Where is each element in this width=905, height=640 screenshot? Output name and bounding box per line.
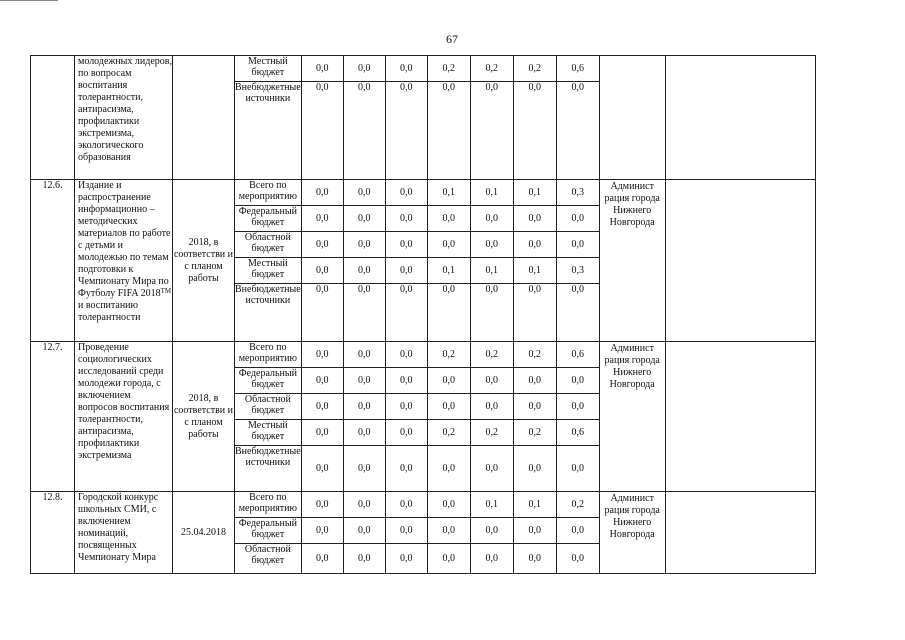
funding-value: 0,2 bbox=[513, 420, 556, 446]
funding-value: 0,0 bbox=[427, 284, 470, 342]
funding-source: Федеральный бюджет bbox=[235, 518, 302, 544]
item-number bbox=[31, 56, 75, 180]
funding-source: Внебюджетные источники bbox=[235, 284, 302, 342]
funding-value: 0,0 bbox=[513, 518, 556, 544]
funding-value: 0,0 bbox=[556, 232, 599, 258]
funding-value: 0,0 bbox=[470, 82, 513, 180]
funding-value: 0,1 bbox=[470, 492, 513, 518]
funding-source: Внебюджетные источники bbox=[235, 82, 302, 180]
item-description: Проведение социологических исследований среди молодежи города, с включением вопросов воспитания толерантности, антирасизма, профилактики экстремизма bbox=[75, 342, 173, 492]
item-deadline: 25.04.2018 bbox=[173, 492, 235, 574]
funding-value: 0,0 bbox=[385, 56, 427, 82]
funding-value: 0,0 bbox=[343, 368, 385, 394]
funding-value: 0,2 bbox=[427, 420, 470, 446]
funding-value: 0,0 bbox=[427, 232, 470, 258]
funding-value: 0,3 bbox=[556, 180, 599, 206]
item-executor: Админист рация города Нижнего Новгорода bbox=[599, 180, 665, 342]
item-description: Городской конкурс школьных СМИ, с включением номинаций, посвященных Чемпионату Мира bbox=[75, 492, 173, 574]
funding-value: 0,0 bbox=[301, 518, 343, 544]
funding-value: 0,0 bbox=[385, 284, 427, 342]
funding-value: 0,0 bbox=[513, 206, 556, 232]
funding-source: Областной бюджет bbox=[235, 394, 302, 420]
funding-value: 0,1 bbox=[427, 180, 470, 206]
funding-value: 0,0 bbox=[470, 394, 513, 420]
item-executor: Админист рация города Нижнего Новгорода bbox=[599, 342, 665, 492]
funding-value: 0,6 bbox=[556, 56, 599, 82]
funding-value: 0,0 bbox=[427, 206, 470, 232]
funding-value: 0,2 bbox=[513, 56, 556, 82]
funding-source: Областной бюджет bbox=[235, 544, 302, 574]
funding-source: Внебюджетные источники bbox=[235, 446, 302, 492]
funding-value: 0,0 bbox=[513, 394, 556, 420]
funding-source: Областной бюджет bbox=[235, 232, 302, 258]
funding-value: 0,0 bbox=[556, 368, 599, 394]
table-row bbox=[31, 180, 816, 206]
funding-value: 0,0 bbox=[385, 342, 427, 368]
funding-value: 0,0 bbox=[556, 446, 599, 492]
funding-value: 0,0 bbox=[385, 446, 427, 492]
funding-value: 0,2 bbox=[427, 56, 470, 82]
funding-value: 0,0 bbox=[343, 446, 385, 492]
funding-value: 0,0 bbox=[556, 394, 599, 420]
empty-column bbox=[665, 56, 815, 180]
funding-value: 0,0 bbox=[427, 368, 470, 394]
item-number: 12.7. bbox=[31, 342, 75, 492]
funding-value: 0,0 bbox=[556, 206, 599, 232]
funding-value: 0,0 bbox=[301, 420, 343, 446]
funding-value: 0,0 bbox=[385, 518, 427, 544]
item-executor: Админист рация города Нижнего Новгорода bbox=[599, 492, 665, 574]
funding-value: 0,0 bbox=[301, 232, 343, 258]
funding-value: 0,0 bbox=[513, 368, 556, 394]
funding-value: 0,0 bbox=[513, 82, 556, 180]
funding-value: 0,1 bbox=[427, 258, 470, 284]
funding-value: 0,0 bbox=[385, 394, 427, 420]
funding-value: 0,0 bbox=[470, 518, 513, 544]
funding-value: 0,2 bbox=[470, 56, 513, 82]
funding-value: 0,0 bbox=[470, 232, 513, 258]
funding-value: 0,0 bbox=[301, 206, 343, 232]
funding-value: 0,0 bbox=[470, 446, 513, 492]
funding-value: 0,0 bbox=[556, 82, 599, 180]
funding-value: 0,0 bbox=[385, 368, 427, 394]
table-row bbox=[31, 56, 816, 82]
budget-table bbox=[30, 55, 816, 574]
funding-value: 0,0 bbox=[343, 82, 385, 180]
funding-value: 0,0 bbox=[301, 82, 343, 180]
funding-value: 0,1 bbox=[513, 258, 556, 284]
funding-source: Местный бюджет bbox=[235, 258, 302, 284]
funding-value: 0,0 bbox=[556, 518, 599, 544]
item-deadline: 2018, в соответстви и с планом работы bbox=[173, 342, 235, 492]
item-deadline: 2018, в соответстви и с планом работы bbox=[173, 180, 235, 342]
funding-value: 0,2 bbox=[470, 420, 513, 446]
funding-value: 0,0 bbox=[513, 284, 556, 342]
table-row bbox=[31, 492, 816, 518]
funding-source: Местный бюджет bbox=[235, 56, 302, 82]
funding-value: 0,0 bbox=[343, 232, 385, 258]
funding-value: 0,0 bbox=[301, 284, 343, 342]
funding-value: 0,0 bbox=[470, 368, 513, 394]
funding-value: 0,0 bbox=[470, 206, 513, 232]
funding-value: 0,2 bbox=[470, 342, 513, 368]
funding-value: 0,0 bbox=[343, 420, 385, 446]
funding-source: Местный бюджет bbox=[235, 420, 302, 446]
empty-column bbox=[665, 342, 815, 492]
funding-value: 0,0 bbox=[301, 180, 343, 206]
item-description: молодежных лидеров, по вопросам воспитания толерантности, антирасизма, профилактики экстремизма, экологического образования bbox=[75, 56, 173, 180]
empty-column bbox=[665, 492, 815, 574]
funding-value: 0,0 bbox=[385, 206, 427, 232]
funding-value: 0,0 bbox=[343, 342, 385, 368]
funding-value: 0,0 bbox=[513, 446, 556, 492]
funding-value: 0,2 bbox=[513, 342, 556, 368]
funding-value: 0,0 bbox=[385, 492, 427, 518]
funding-value: 0,0 bbox=[343, 518, 385, 544]
item-executor bbox=[599, 56, 665, 180]
item-number: 12.6. bbox=[31, 180, 75, 342]
scan-edge-line bbox=[0, 0, 58, 1]
item-deadline bbox=[173, 56, 235, 180]
funding-source: Всего по мероприятию bbox=[235, 342, 302, 368]
funding-value: 0,0 bbox=[301, 492, 343, 518]
funding-value: 0,0 bbox=[301, 446, 343, 492]
funding-value: 0,0 bbox=[385, 420, 427, 446]
empty-column bbox=[665, 180, 815, 342]
funding-value: 0,0 bbox=[343, 56, 385, 82]
table-row bbox=[31, 342, 816, 368]
funding-value: 0,0 bbox=[301, 342, 343, 368]
funding-value: 0,2 bbox=[427, 342, 470, 368]
funding-value: 0,0 bbox=[556, 284, 599, 342]
funding-value: 0,0 bbox=[385, 544, 427, 574]
funding-value: 0,0 bbox=[513, 544, 556, 574]
funding-value: 0,0 bbox=[385, 258, 427, 284]
page-number: 67 bbox=[446, 32, 458, 46]
funding-value: 0,1 bbox=[513, 180, 556, 206]
funding-value: 0,0 bbox=[385, 232, 427, 258]
funding-source: Всего по мероприятию bbox=[235, 492, 302, 518]
funding-value: 0,3 bbox=[556, 258, 599, 284]
funding-source: Федеральный бюджет bbox=[235, 368, 302, 394]
funding-value: 0,1 bbox=[470, 258, 513, 284]
funding-value: 0,2 bbox=[556, 492, 599, 518]
funding-value: 0,0 bbox=[427, 446, 470, 492]
funding-value: 0,0 bbox=[470, 284, 513, 342]
funding-value: 0,0 bbox=[343, 492, 385, 518]
funding-value: 0,0 bbox=[301, 544, 343, 574]
trademark-mark: TM bbox=[160, 287, 172, 295]
funding-value: 0,0 bbox=[343, 544, 385, 574]
funding-value: 0,6 bbox=[556, 342, 599, 368]
funding-value: 0,0 bbox=[513, 232, 556, 258]
funding-value: 0,0 bbox=[427, 492, 470, 518]
funding-value: 0,0 bbox=[343, 180, 385, 206]
funding-value: 0,0 bbox=[427, 82, 470, 180]
funding-value: 0,0 bbox=[301, 56, 343, 82]
funding-value: 0,0 bbox=[301, 258, 343, 284]
funding-source: Всего по мероприятию bbox=[235, 180, 302, 206]
funding-value: 0,1 bbox=[470, 180, 513, 206]
funding-value: 0,0 bbox=[556, 544, 599, 574]
funding-source: Федеральный бюджет bbox=[235, 206, 302, 232]
funding-value: 0,0 bbox=[427, 518, 470, 544]
funding-value: 0,0 bbox=[427, 394, 470, 420]
funding-value: 0,0 bbox=[385, 180, 427, 206]
funding-value: 0,0 bbox=[301, 368, 343, 394]
funding-value: 0,0 bbox=[343, 284, 385, 342]
funding-value: 0,0 bbox=[301, 394, 343, 420]
funding-value: 0,0 bbox=[385, 82, 427, 180]
funding-value: 0,0 bbox=[470, 544, 513, 574]
funding-value: 0,0 bbox=[427, 544, 470, 574]
funding-value: 0,0 bbox=[343, 258, 385, 284]
funding-value: 0,1 bbox=[513, 492, 556, 518]
item-description: Издание и распространение информационно – методических материалов по работе с детьми и молодежью по темам подготовки к Чемпионату Мира по Футболу FIFA 2018™ и воспитанию толерантности bbox=[75, 180, 173, 342]
funding-value: 0,0 bbox=[343, 206, 385, 232]
item-number: 12.8. bbox=[31, 492, 75, 574]
funding-value: 0,6 bbox=[556, 420, 599, 446]
funding-value: 0,0 bbox=[343, 394, 385, 420]
